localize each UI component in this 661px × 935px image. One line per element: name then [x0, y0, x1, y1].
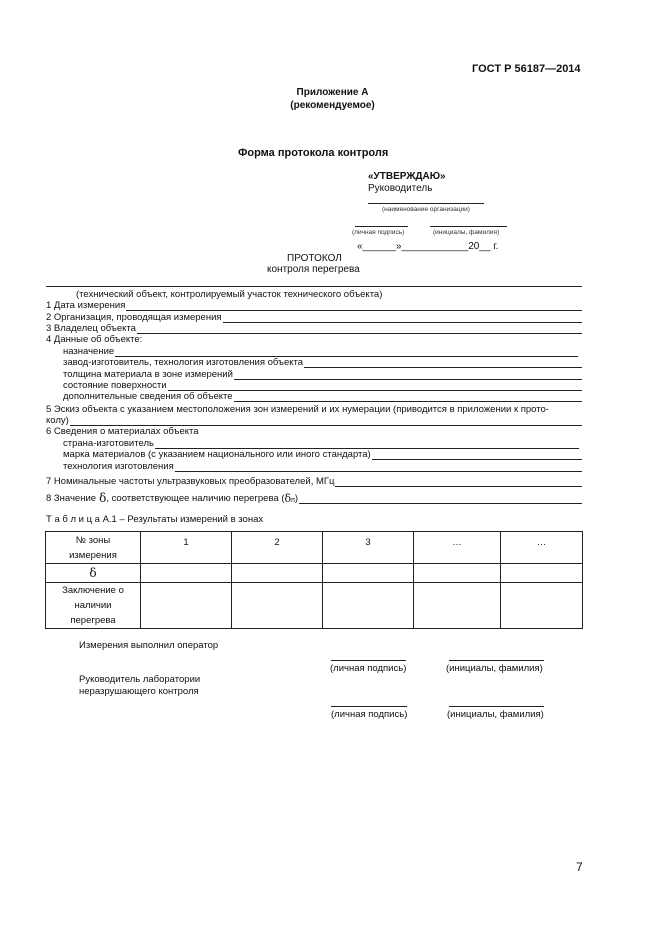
field-additional	[63, 391, 582, 402]
protocol-subtitle: контроля перегрева	[267, 264, 360, 275]
sign-caption: (личная подпись)	[352, 229, 405, 236]
field-owner	[46, 323, 582, 334]
initials-caption: (инициалы, фамилия)	[433, 229, 500, 236]
field-date	[46, 300, 582, 311]
field-delta-pre: 8 Значение	[46, 493, 97, 504]
field-frequencies	[46, 476, 582, 487]
column-header: 2	[232, 532, 323, 564]
table-caption: Т а б л и ц а А.1 – Результаты измерений в зонах	[46, 514, 264, 525]
field-surface-label: состояние поверхности	[63, 380, 167, 391]
lab-head-label-1: Руководитель лаборатории	[79, 674, 201, 685]
field-sketch-cont-label: колу)	[46, 415, 69, 426]
field-object-data-label: 4 Данные об объекте:	[46, 334, 143, 345]
table-row-conclusion	[46, 583, 583, 629]
conclusion-line-1: Заключение о	[62, 585, 124, 596]
date-line: «______»____________20__ г.	[357, 241, 499, 252]
field-delta-end: )	[294, 493, 299, 504]
zone-header-1: № зоны	[75, 534, 111, 546]
table-row-delta	[46, 564, 583, 583]
column-header: …	[501, 532, 583, 564]
conclusion-cell	[46, 583, 141, 629]
zone-header-2: измерения	[69, 549, 117, 561]
delta-sub-symbol: δ	[284, 492, 292, 505]
table-cell	[141, 564, 232, 583]
field-surface	[63, 380, 582, 391]
lab-head-initials-caption: (инициалы, фамилия)	[447, 709, 544, 720]
field-organization	[46, 312, 582, 323]
table-cell	[323, 583, 414, 629]
org-caption: (наименование организации)	[382, 206, 470, 213]
field-organization-label: 2 Организация, проводящая измерения	[46, 312, 222, 323]
field-manufacturer	[63, 357, 582, 368]
field-technology-label: технология изготовления	[63, 461, 174, 472]
form-title: Форма протокола контроля	[238, 147, 389, 159]
field-technology	[63, 461, 582, 472]
delta-sub-index: п	[291, 497, 295, 504]
protocol-title: ПРОТОКОЛ	[287, 253, 342, 264]
field-owner-label: 3 Владелец объекта	[46, 323, 136, 334]
operator-label: Измерения выполнил оператор	[79, 640, 219, 651]
field-purpose	[63, 346, 578, 357]
table-cell	[414, 583, 501, 629]
field-delta-mid: , соответствующее наличию перегрева (	[106, 493, 285, 504]
field-country	[63, 438, 579, 449]
field-sketch	[46, 404, 582, 415]
field-frequencies-label: 7 Номинальные частоты ультразвуковых преобразователей, МГц	[46, 476, 335, 487]
delta-symbol: δ	[99, 491, 107, 505]
operator-sign-caption: (личная подпись)	[330, 663, 407, 674]
operator-initials-caption: (инициалы, фамилия)	[446, 663, 543, 674]
sign-line	[355, 226, 408, 227]
field-materials	[46, 426, 582, 437]
delta-row-label: δ	[46, 564, 141, 583]
field-sketch-cont	[46, 415, 582, 426]
org-line	[368, 203, 484, 204]
table-cell	[501, 564, 583, 583]
approve-label: «УТВЕРЖДАЮ»	[368, 171, 446, 182]
field-sketch-label: 5 Эскиз объекта с указанием местоположения зон измерений и их нумерации (приводится в приложении к прото-	[46, 404, 549, 415]
field-manufacturer-label: завод-изготовитель, технология изготовления объекта	[63, 357, 304, 368]
operator-sign-line	[331, 660, 406, 661]
table-cell	[323, 564, 414, 583]
field-date-label: 1 Дата измерения	[46, 300, 126, 311]
field-thickness	[63, 369, 582, 380]
field-object-data	[46, 334, 582, 345]
operator-initials-line	[449, 660, 544, 661]
field-thickness-label: толщина материала в зоне измерений	[63, 369, 233, 380]
head-label: Руководитель	[368, 183, 433, 194]
table-cell	[232, 583, 323, 629]
lab-head-initials-line	[449, 706, 544, 707]
table-cell	[414, 564, 501, 583]
table-cell	[141, 583, 232, 629]
appendix-title: Приложение А	[296, 87, 369, 98]
field-material-grade	[63, 449, 582, 460]
field-materials-label: 6 Сведения о материалах объекта	[46, 426, 199, 437]
field-material-grade-label: марка материалов (с указанием национального или иного стандарта)	[63, 449, 371, 460]
table-cell	[501, 583, 583, 629]
appendix-subtitle: (рекомендуемое)	[290, 100, 375, 111]
lab-head-sign-line	[331, 706, 407, 707]
column-header: 1	[141, 532, 232, 564]
table-cell	[232, 564, 323, 583]
column-header: 3	[323, 532, 414, 564]
table-header-row	[46, 532, 583, 564]
field-additional-label: дополнительные сведения об объекте	[63, 391, 233, 402]
conclusion-line-3: перегрева	[70, 615, 116, 626]
page-number: 7	[576, 860, 583, 874]
column-header: …	[414, 532, 501, 564]
zone-header-cell	[46, 532, 141, 564]
lab-head-label-2: неразрушающего контроля	[79, 686, 199, 697]
standard-number: ГОСТ Р 56187—2014	[472, 63, 581, 75]
results-table	[45, 531, 583, 629]
lab-head-sign-caption: (личная подпись)	[331, 709, 408, 720]
object-line	[46, 286, 582, 287]
field-delta-value	[46, 493, 582, 504]
initials-line	[430, 226, 507, 227]
field-country-label: страна-изготовитель	[63, 438, 154, 449]
object-caption: (технический объект, контролируемый участок технического объекта)	[76, 289, 383, 300]
field-purpose-label: назначение	[63, 346, 115, 357]
conclusion-line-2: наличии	[74, 600, 112, 611]
